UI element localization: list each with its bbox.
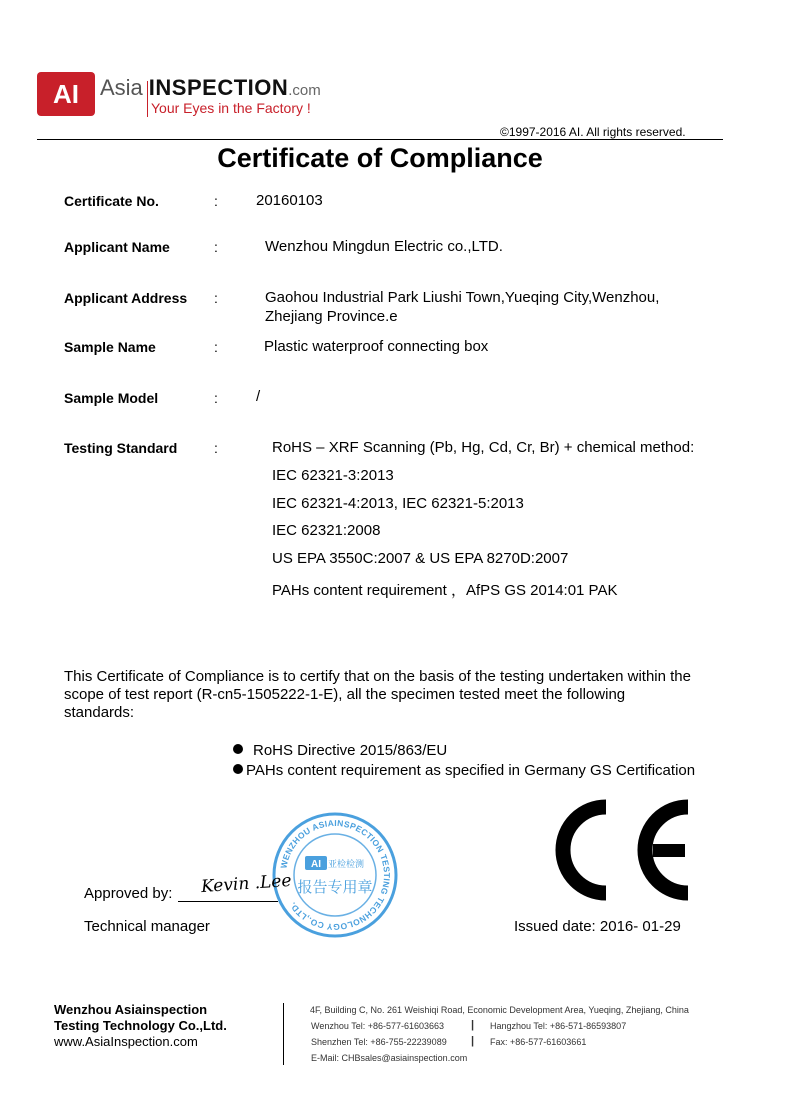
ce-mark-graphic: [548, 795, 703, 905]
footer-fax: Fax: +86-577-61603661: [490, 1037, 587, 1047]
header-rule: [37, 139, 723, 140]
brand-tagline: Your Eyes in the Factory !: [151, 100, 311, 116]
company-logo-mark: [37, 72, 95, 116]
compliance-statement: [64, 668, 744, 722]
colon: :: [214, 193, 218, 209]
brand-name: [100, 75, 321, 101]
logo-mark-text: AI: [53, 79, 79, 109]
footer-company-line1: Wenzhou Asiainspection: [54, 1002, 208, 1017]
applicant-name-label: Applicant Name: [64, 239, 170, 255]
sample-model-value: /: [256, 388, 261, 405]
testing-standard-line: PAHs content requirement ，AfPS GS 2014:01 PAK: [272, 582, 618, 599]
footer-shenzhen-tel: Shenzhen Tel: +86-755-22239089: [311, 1037, 447, 1047]
seal-cn-main: 报告专用章: [297, 878, 373, 896]
bullet-icon: [233, 744, 243, 754]
footer-website: www.AsiaInspection.com: [54, 1034, 198, 1049]
standard-item: [233, 762, 695, 779]
brand-asia: Asia: [100, 75, 143, 100]
applicant-name-value: Wenzhou Mingdun Electric co.,LTD.: [265, 238, 503, 255]
standard-item: [233, 742, 447, 759]
footer-separator: |: [471, 1035, 475, 1047]
applicant-address-line1: Gaohou Industrial Park Liushi Town,Yueqing City,Wenzhou,: [265, 289, 660, 306]
ce-mark: [548, 795, 703, 905]
standard-text: PAHs content requirement as specified in Germany GS Certification: [246, 762, 696, 779]
testing-standard-line: RoHS – XRF Scanning (Pb, Hg, Cd, Cr, Br) + chemical method:: [272, 439, 695, 456]
testing-standard-line: IEC 62321-4:2013, IEC 62321-5:2013: [272, 495, 524, 512]
footer-email: E-Mail: CHBsales@asiainspection.com: [311, 1053, 468, 1063]
colon: :: [214, 339, 218, 355]
testing-standard-line: IEC 62321-3:2013: [272, 467, 394, 484]
seal-ring-text: WENZHOU ASIAINSPECTION TESTING TECHNOLOGY CO.,LTD.: [278, 817, 393, 933]
page-title: Certificate of Compliance: [217, 143, 543, 173]
svg-text:WENZHOU ASIAINSPECTION TESTING: [278, 818, 392, 932]
brand-divider: [147, 81, 148, 117]
brand-inspection: INSPECTION: [148, 75, 289, 100]
issued-date: Issued date: 2016- 01-29: [514, 918, 681, 935]
technical-manager-label: Technical manager: [84, 918, 210, 935]
colon: :: [214, 390, 218, 406]
copyright-notice: ©1997-2016 AI. All rights reserved.: [500, 125, 686, 139]
colon: :: [214, 239, 218, 255]
approved-by-label: Approved by:: [84, 885, 173, 902]
statement-line: This Certificate of Compliance is to certify that on the basis of the testing undertaken within the: [64, 668, 691, 685]
certificate-no-label: Certificate No.: [64, 193, 159, 209]
certificate-no-value: 20160103: [256, 192, 323, 209]
colon: :: [214, 440, 218, 456]
testing-standard-label: Testing Standard: [64, 440, 178, 456]
sample-name-value: Plastic waterproof connecting box: [264, 338, 489, 355]
footer-company-line2: Testing Technology Co.,Ltd.: [54, 1018, 227, 1033]
seal-logo: AI: [311, 859, 321, 870]
sample-name-label: Sample Name: [64, 339, 156, 355]
bullet-icon: [233, 764, 243, 774]
sample-model-label: Sample Model: [64, 390, 159, 406]
statement-line: standards:: [64, 704, 135, 721]
applicant-address-line2: Zhejiang Province.e: [265, 308, 398, 325]
footer-wenzhou-tel: Wenzhou Tel: +86-577-61603663: [311, 1021, 445, 1031]
statement-line: scope of test report (R-cn5-1505222-1-E), all the specimen tested meet the following: [64, 686, 626, 703]
testing-standard-line: IEC 62321:2008: [272, 522, 381, 539]
footer-address: 4F, Building C, No. 261 Weishiqi Road, Economic Development Area, Yueqing, Zhejiang, China: [310, 1005, 689, 1015]
footer-divider: [283, 1003, 284, 1065]
seal-cn-small: 亚检检测: [327, 860, 365, 870]
footer-hangzhou-tel: Hangzhou Tel: +86-571-86593807: [490, 1021, 627, 1031]
standard-text: RoHS Directive 2015/863/EU: [253, 742, 448, 759]
testing-standard-line: US EPA 3550C:2007 & US EPA 8270D:2007: [272, 550, 569, 567]
applicant-address-label: Applicant Address: [64, 290, 188, 306]
colon: :: [214, 290, 218, 306]
signature-line: [178, 901, 278, 902]
brand-domain: .com: [288, 82, 321, 99]
signature: Kevin .Lee: [200, 870, 293, 898]
footer-separator: |: [471, 1019, 475, 1031]
